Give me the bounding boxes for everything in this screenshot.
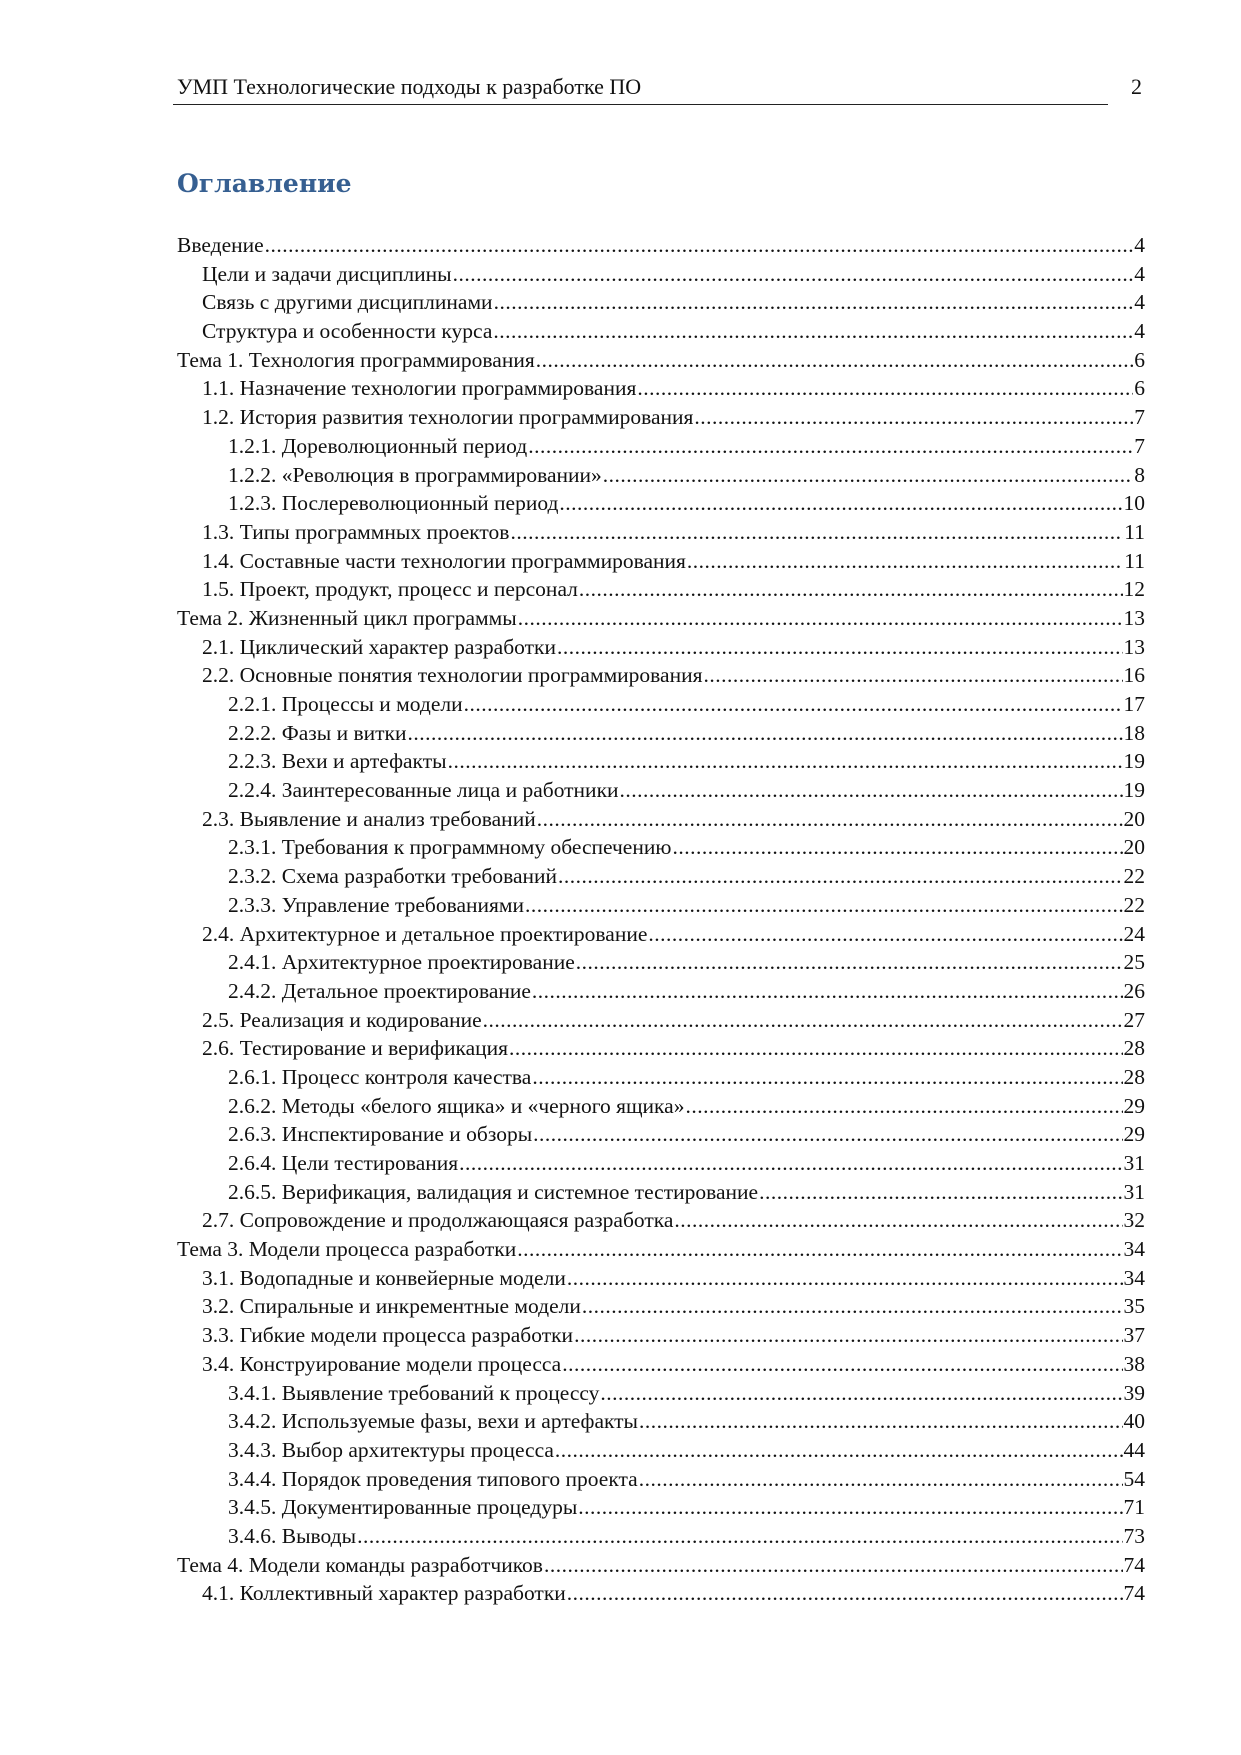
toc-entry-page: 7 — [1134, 433, 1145, 458]
toc-entry[interactable] — [177, 260, 1145, 289]
toc-dot-leader — [576, 948, 1123, 977]
toc-entry-page: 19 — [1123, 749, 1145, 774]
toc-dot-leader — [639, 1465, 1123, 1494]
toc-entry[interactable] — [177, 690, 1145, 719]
toc-entry[interactable] — [177, 604, 1145, 633]
toc-dot-leader — [759, 1178, 1122, 1207]
toc-entry-label: 3.4.2. Используемые фазы, вехи и артефакты — [228, 1409, 638, 1434]
toc-dot-leader — [694, 403, 1133, 432]
toc-entry-label: 2.3.3. Управление требованиями — [228, 892, 525, 917]
toc-entry[interactable] — [177, 317, 1145, 346]
toc-entry-label: 2.2. Основные понятия технологии программирования — [202, 663, 703, 688]
toc-heading: Оглавление — [177, 169, 352, 198]
toc-entry[interactable] — [177, 1206, 1145, 1235]
toc-entry[interactable] — [177, 1522, 1145, 1551]
toc-entry-label: Тема 4. Модели команды разработчиков — [177, 1552, 543, 1577]
toc-entry-label: 2.1. Циклический характер разработки — [202, 634, 556, 659]
toc-entry[interactable] — [177, 862, 1145, 891]
toc-entry[interactable] — [177, 1120, 1145, 1149]
page-number: 2 — [1131, 74, 1142, 99]
toc-dot-leader — [528, 432, 1133, 461]
toc-entry-page: 34 — [1123, 1237, 1145, 1262]
toc-entry-page: 71 — [1123, 1495, 1145, 1520]
toc-dot-leader — [637, 374, 1133, 403]
toc-entry-page: 20 — [1123, 835, 1145, 860]
toc-dot-leader — [494, 288, 1134, 317]
toc-dot-leader — [674, 1206, 1122, 1235]
toc-entry[interactable] — [177, 432, 1145, 461]
toc-entry[interactable] — [177, 1092, 1145, 1121]
toc-entry-label: 3.3. Гибкие модели процесса разработки — [202, 1323, 574, 1348]
toc-dot-leader — [578, 1493, 1122, 1522]
toc-dot-leader — [579, 575, 1123, 604]
running-header-title: УМП Технологические подходы к разработке ПО — [177, 74, 642, 99]
toc-entry-label: 2.6.2. Методы «белого ящика» и «черного ящика» — [228, 1093, 685, 1118]
toc-entry-label: 4.1. Коллективный характер разработки — [202, 1581, 566, 1606]
toc-entry-label: 2.2.1. Процессы и модели — [228, 692, 463, 716]
toc-entry-label: 3.1. Водопадные и конвейерные модели — [202, 1265, 566, 1290]
toc-entry[interactable] — [177, 489, 1145, 518]
toc-entry[interactable] — [177, 461, 1145, 490]
toc-entry-label: 3.2. Спиральные и инкрементные модели — [202, 1294, 581, 1319]
toc-entry[interactable] — [177, 1465, 1145, 1494]
toc-entry-page: 20 — [1123, 806, 1145, 831]
toc-entry-page: 18 — [1123, 720, 1145, 745]
toc-entry[interactable] — [177, 948, 1145, 977]
toc-entry[interactable] — [177, 374, 1145, 403]
toc-dot-leader — [407, 719, 1122, 748]
toc-dot-leader — [558, 862, 1123, 891]
toc-dot-leader — [483, 1006, 1123, 1035]
toc-entry-page: 28 — [1123, 1064, 1145, 1089]
toc-dot-leader — [493, 317, 1133, 346]
toc-dot-leader — [639, 1407, 1123, 1436]
toc-entry-label: 2.3.2. Схема разработки требований — [228, 864, 557, 889]
toc-entry-label: Тема 2. Жизненный цикл программы — [177, 605, 517, 630]
toc-dot-leader — [532, 977, 1123, 1006]
toc-entry-page: 4 — [1134, 290, 1145, 315]
toc-entry[interactable] — [177, 1034, 1145, 1063]
toc-entry-page: 54 — [1123, 1466, 1145, 1491]
toc-dot-leader — [537, 805, 1123, 834]
toc-entry[interactable] — [177, 1321, 1145, 1350]
toc-dot-leader — [574, 1321, 1122, 1350]
toc-entry[interactable] — [177, 1379, 1145, 1408]
toc-entry-page: 4 — [1134, 319, 1145, 344]
toc-entry-page: 19 — [1123, 778, 1145, 803]
toc-entry-label: 3.4.6. Выводы — [228, 1523, 357, 1548]
toc-entry-page: 22 — [1123, 864, 1145, 889]
toc-entry-page: 8 — [1134, 462, 1145, 487]
toc-entry-page: 4 — [1134, 233, 1145, 257]
toc-dot-leader — [510, 518, 1123, 547]
toc-entry-label: 2.4.2. Детальное проектирование — [228, 978, 531, 1003]
toc-dot-leader — [453, 260, 1134, 289]
toc-entry-page: 13 — [1123, 605, 1145, 630]
toc-entry-label: 3.4.4. Порядок проведения типового проекта — [228, 1466, 638, 1491]
toc-entry-page: 7 — [1134, 405, 1145, 430]
toc-entry-page: 22 — [1123, 892, 1145, 917]
toc-dot-leader — [704, 661, 1123, 690]
toc-entry[interactable] — [177, 575, 1145, 604]
toc-entry-page: 13 — [1123, 634, 1145, 659]
toc-entry-page: 32 — [1123, 1208, 1145, 1233]
toc-dot-leader — [557, 633, 1123, 662]
toc-dot-leader — [459, 1149, 1122, 1178]
toc-entry-page: 17 — [1123, 692, 1145, 716]
toc-entry-page: 24 — [1123, 921, 1145, 946]
toc-dot-leader — [648, 920, 1122, 949]
toc-entry-label: 2.4. Архитектурное и детальное проектирование — [202, 921, 648, 946]
toc-dot-leader — [582, 1292, 1123, 1321]
toc-dot-leader — [603, 461, 1133, 490]
toc-entry-label: Структура и особенности курса — [202, 319, 493, 344]
toc-dot-leader — [567, 1264, 1123, 1293]
toc-entry[interactable] — [177, 891, 1145, 920]
toc-entry-page: 31 — [1123, 1151, 1145, 1175]
toc-entry[interactable] — [177, 1579, 1145, 1608]
toc-entry[interactable] — [177, 1292, 1145, 1321]
toc-entry[interactable] — [177, 1063, 1145, 1092]
toc-entry-page: 44 — [1123, 1437, 1145, 1462]
toc-entry[interactable] — [177, 920, 1145, 949]
toc-entry[interactable] — [177, 805, 1145, 834]
toc-entry-label: 1.2.3. Послереволюционный период — [228, 491, 559, 516]
toc-entry-page: 6 — [1134, 347, 1145, 372]
toc-entry-page: 40 — [1123, 1409, 1145, 1434]
toc-entry-label: 1.1. Назначение технологии программирования — [202, 376, 637, 401]
toc-dot-leader — [600, 1379, 1122, 1408]
toc-entry-label: 2.3.1. Требования к программному обеспечению — [228, 835, 672, 860]
toc-entry[interactable] — [177, 1006, 1145, 1035]
toc-entry-label: Цели и задачи дисциплины — [202, 261, 452, 286]
toc-entry-page: 26 — [1123, 978, 1145, 1003]
toc-dot-leader — [509, 1034, 1122, 1063]
toc-dot-leader — [525, 891, 1122, 920]
toc-entry[interactable] — [177, 776, 1145, 805]
toc-entry-label: 2.2.2. Фазы и витки — [228, 720, 407, 745]
toc-entry[interactable] — [177, 661, 1145, 690]
toc-dot-leader — [687, 547, 1123, 576]
toc-entry[interactable] — [177, 518, 1145, 547]
toc-entry-label: Тема 1. Технология программирования — [177, 347, 535, 372]
toc-entry-label: 1.2. История развития технологии программирования — [202, 405, 694, 430]
toc-entry[interactable] — [177, 1407, 1145, 1436]
toc-entry-label: 2.2.4. Заинтересованные лица и работники — [228, 778, 619, 803]
toc-entry[interactable] — [177, 1235, 1145, 1264]
toc-entry-page: 73 — [1123, 1523, 1145, 1548]
toc-entry-page: 37 — [1123, 1323, 1145, 1348]
toc-dot-leader — [533, 1120, 1122, 1149]
toc-entry-page: 29 — [1123, 1093, 1145, 1118]
toc-entry[interactable] — [177, 1264, 1145, 1293]
toc-dot-leader — [672, 833, 1122, 862]
toc-entry[interactable] — [177, 747, 1145, 776]
toc-entry[interactable] — [177, 288, 1145, 317]
toc-entry-page: 27 — [1123, 1007, 1145, 1032]
toc-dot-leader — [567, 1579, 1123, 1608]
toc-entry-label: Связь с другими дисциплинами — [202, 290, 493, 315]
toc-entry[interactable] — [177, 547, 1145, 576]
toc-entry-label: 1.3. Типы программных проектов — [202, 519, 510, 544]
toc-dot-leader — [559, 489, 1122, 518]
toc-entry-page: 28 — [1123, 1036, 1145, 1061]
table-of-contents — [177, 231, 1145, 1608]
toc-entry-page: 16 — [1123, 663, 1145, 688]
toc-entry-page: 4 — [1134, 261, 1145, 286]
header-divider — [173, 104, 1108, 105]
toc-entry-page: 10 — [1123, 491, 1145, 516]
toc-entry-label: Тема 3. Модели процесса разработки — [177, 1237, 517, 1262]
toc-entry[interactable] — [177, 346, 1145, 375]
toc-entry[interactable] — [177, 231, 1145, 260]
toc-entry-label: 3.4.1. Выявление требований к процессу — [228, 1380, 600, 1405]
toc-entry[interactable] — [177, 1350, 1145, 1379]
toc-dot-leader — [685, 1092, 1122, 1121]
toc-dot-leader — [517, 1235, 1122, 1264]
toc-entry[interactable] — [177, 1551, 1145, 1580]
toc-entry[interactable] — [177, 633, 1145, 662]
toc-entry-page: 6 — [1134, 376, 1145, 401]
toc-entry-label: 1.4. Составные части технологии программирования — [202, 548, 686, 573]
toc-dot-leader — [536, 346, 1134, 375]
toc-entry-page: 35 — [1123, 1294, 1145, 1319]
toc-entry-label: 2.4.1. Архитектурное проектирование — [228, 950, 575, 975]
toc-entry[interactable] — [177, 1178, 1145, 1207]
toc-entry-label: 1.2.2. «Революция в программировании» — [228, 462, 602, 487]
toc-entry[interactable] — [177, 719, 1145, 748]
toc-entry[interactable] — [177, 1493, 1145, 1522]
toc-entry[interactable] — [177, 1436, 1145, 1465]
toc-entry-label: 2.7. Сопровождение и продолжающаяся разработка — [202, 1208, 674, 1233]
toc-entry-page: 74 — [1123, 1552, 1145, 1577]
toc-dot-leader — [544, 1551, 1123, 1580]
toc-entry-label: 2.6. Тестирование и верификация — [202, 1036, 509, 1061]
toc-dot-leader — [555, 1436, 1123, 1465]
toc-entry-page: 11 — [1124, 519, 1145, 544]
toc-entry-label: 3.4. Конструирование модели процесса — [202, 1351, 562, 1376]
toc-entry-page: 74 — [1123, 1581, 1145, 1606]
toc-entry-page: 25 — [1123, 950, 1145, 975]
toc-entry-label: 3.4.3. Выбор архитектуры процесса — [228, 1437, 554, 1462]
toc-dot-leader — [265, 231, 1134, 260]
toc-entry-page: 38 — [1123, 1351, 1145, 1376]
toc-entry-label: 2.6.4. Цели тестирования — [228, 1151, 459, 1175]
toc-entry-page: 29 — [1123, 1122, 1145, 1147]
toc-entry-label: 2.2.3. Вехи и артефакты — [228, 749, 447, 774]
toc-entry-label: 2.6.3. Инспектирование и обзоры — [228, 1122, 533, 1147]
toc-dot-leader — [448, 747, 1123, 776]
toc-entry-label: 2.5. Реализация и кодирование — [202, 1007, 482, 1032]
toc-entry-page: 31 — [1123, 1179, 1145, 1204]
toc-dot-leader — [562, 1350, 1122, 1379]
toc-dot-leader — [357, 1522, 1122, 1551]
toc-entry-label: 1.2.1. Дореволюционный период — [228, 433, 528, 458]
toc-entry[interactable] — [177, 1149, 1145, 1178]
toc-dot-leader — [518, 604, 1123, 633]
toc-entry-label: 2.6.5. Верификация, валидация и системное тестирование — [228, 1179, 759, 1204]
toc-entry[interactable] — [177, 833, 1145, 862]
toc-entry-label: 1.5. Проект, продукт, процесс и персонал — [202, 577, 578, 602]
toc-dot-leader — [464, 690, 1123, 719]
toc-entry[interactable] — [177, 977, 1145, 1006]
toc-entry-page: 39 — [1123, 1380, 1145, 1405]
toc-dot-leader — [620, 776, 1123, 805]
toc-entry-label: 3.4.5. Документированные процедуры — [228, 1495, 578, 1520]
toc-entry-page: 11 — [1124, 548, 1145, 573]
toc-entry-label: Введение — [177, 233, 264, 257]
toc-entry-label: 2.3. Выявление и анализ требований — [202, 806, 536, 831]
toc-dot-leader — [532, 1063, 1122, 1092]
toc-entry-page: 34 — [1123, 1265, 1145, 1290]
toc-entry[interactable] — [177, 403, 1145, 432]
toc-entry-page: 12 — [1123, 577, 1145, 602]
toc-entry-label: 2.6.1. Процесс контроля качества — [228, 1064, 532, 1089]
